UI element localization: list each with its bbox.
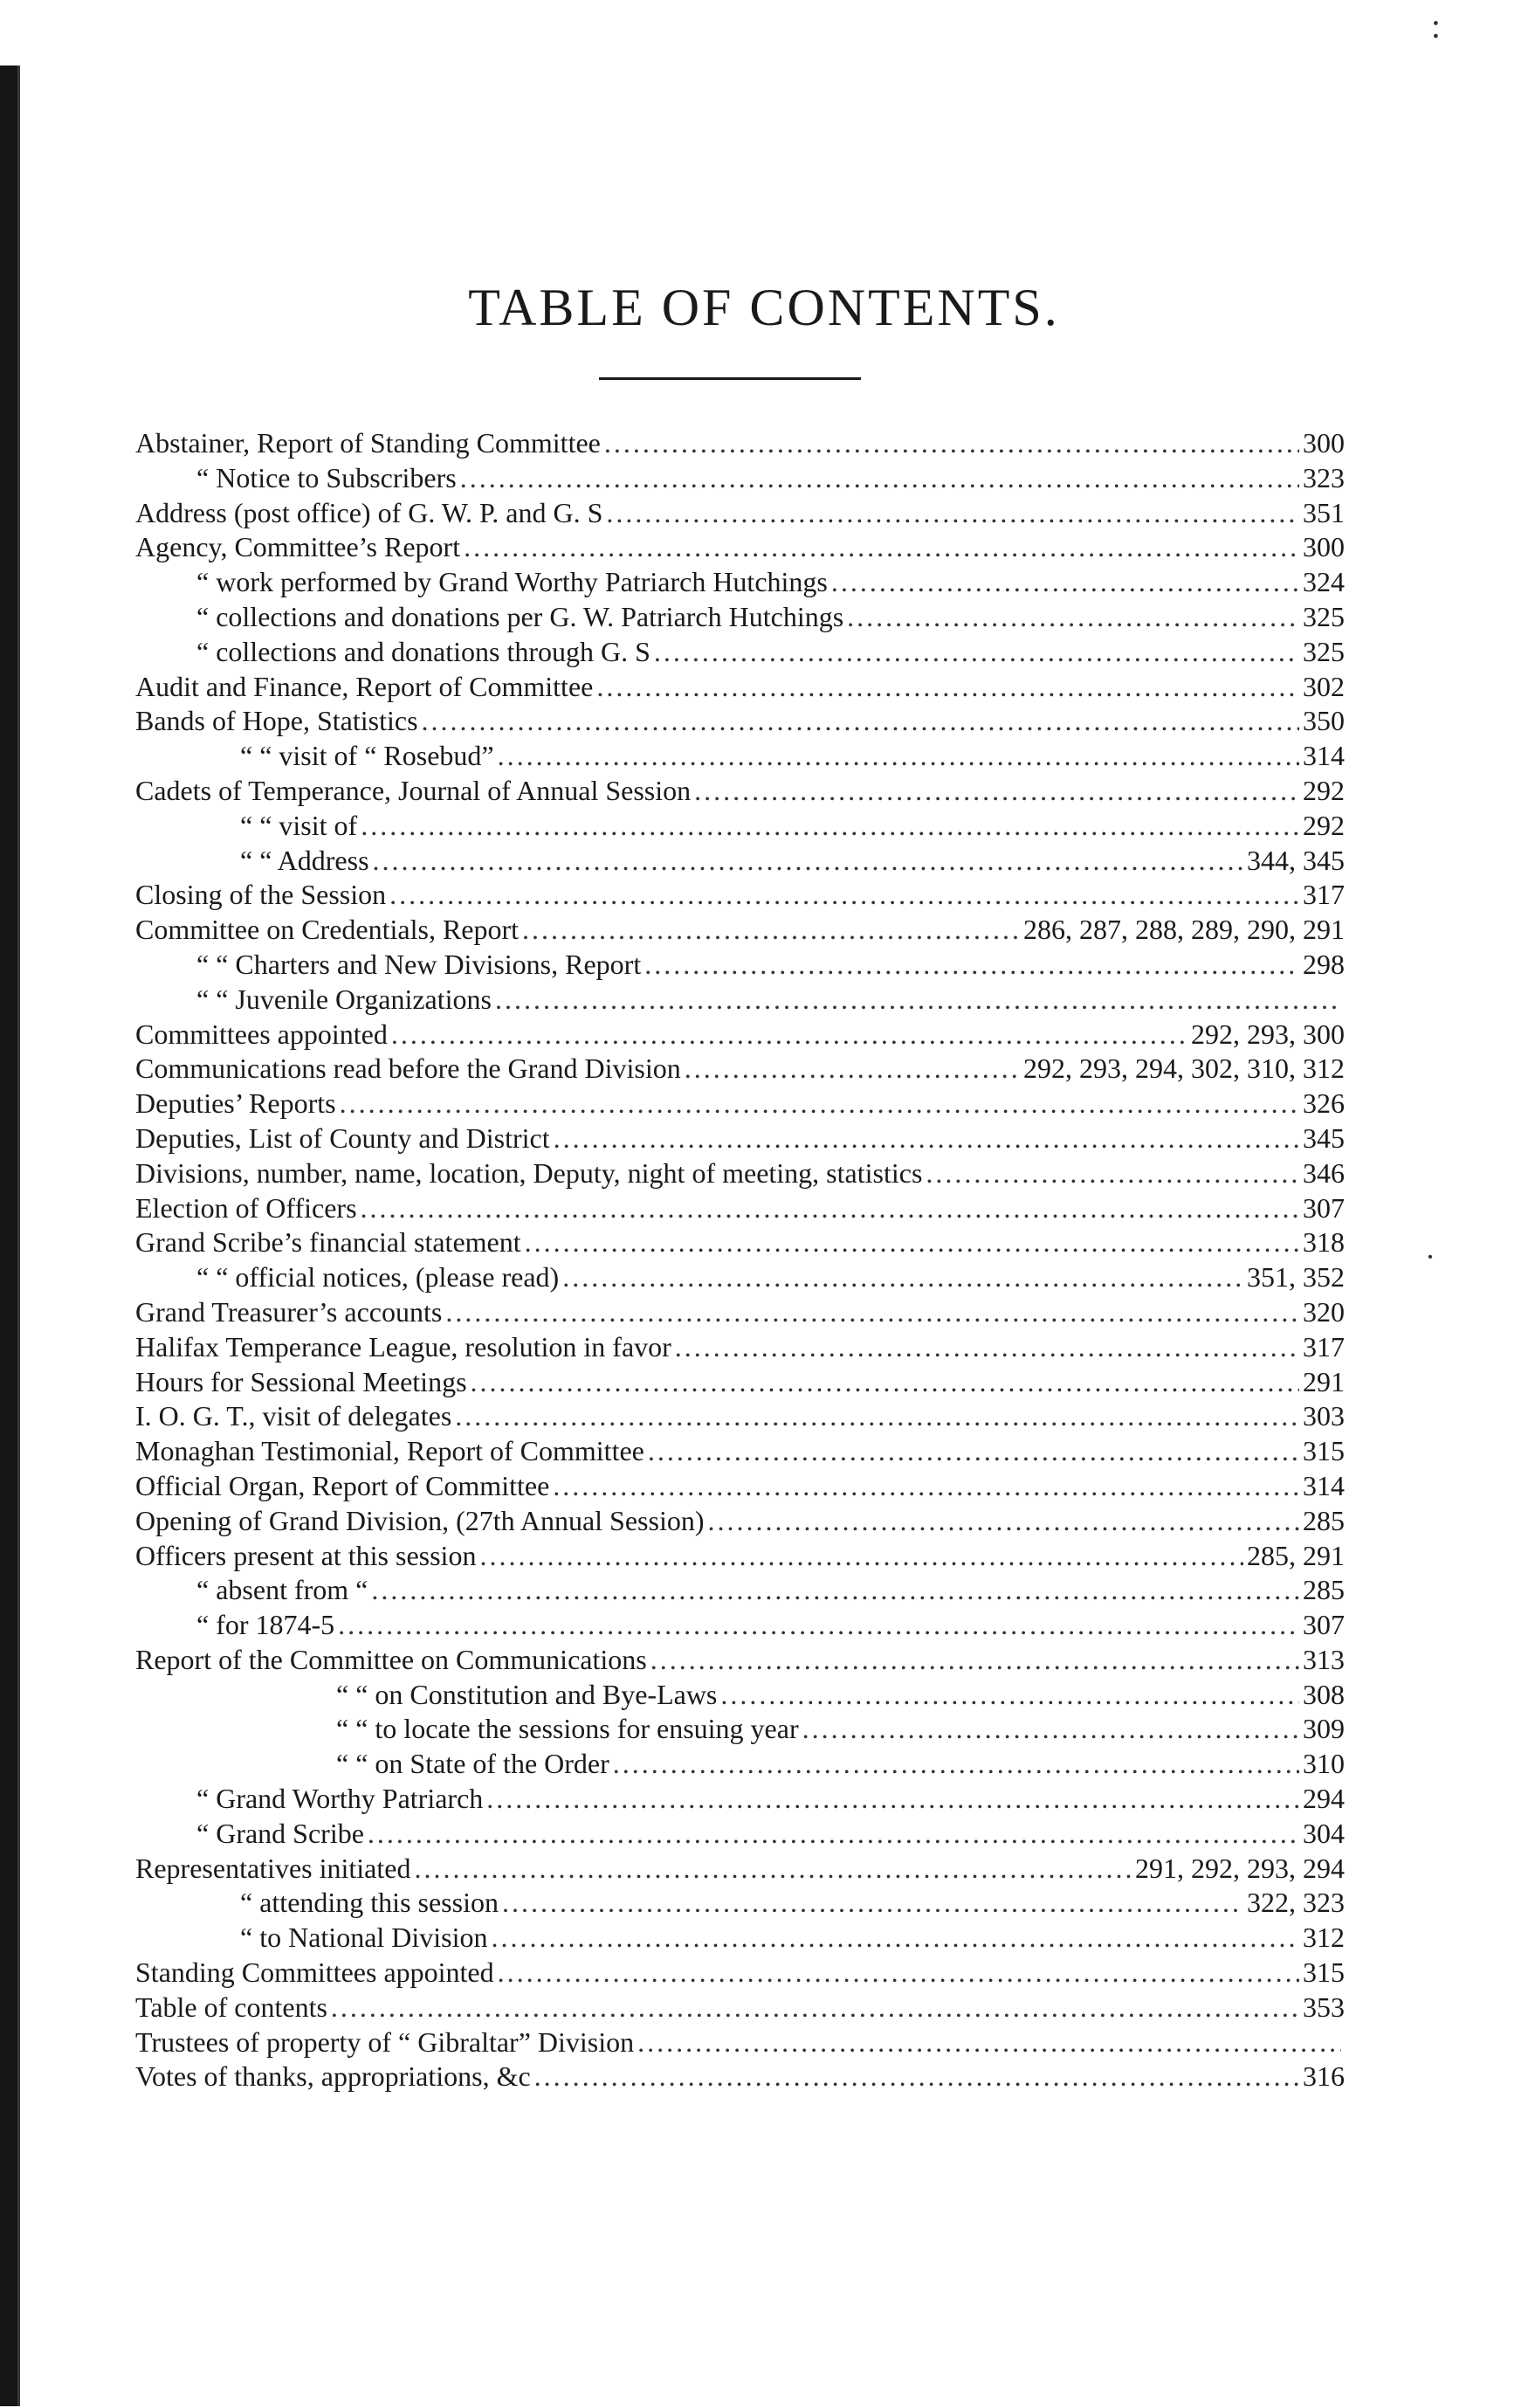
dot-leader (479, 1539, 1243, 1574)
toc-entry-label: Representatives initiated (135, 1852, 411, 1884)
toc-entry (135, 600, 1345, 635)
dot-leader (562, 1260, 1243, 1295)
toc-entry-pages: 285 (1303, 1574, 1345, 1606)
toc-entry-label: Grand Scribe’s financial statement (135, 1226, 521, 1259)
toc-entry (135, 1747, 1345, 1782)
toc-entry-label: “ “ Juvenile Organizations (196, 983, 492, 1015)
dot-leader (554, 1121, 1299, 1156)
dot-leader (361, 809, 1299, 844)
toc-entry-pages: 314 (1303, 740, 1345, 772)
toc-entry (135, 704, 1345, 739)
toc-entry-pages: 317 (1303, 879, 1345, 911)
toc-entry-label: “ work performed by Grand Worthy Patriarch Hutchings (196, 566, 828, 598)
toc-entry (135, 774, 1345, 809)
toc-entry-pages: 320 (1303, 1295, 1345, 1328)
toc-entry-pages: 285, 291 (1247, 1539, 1345, 1571)
toc-entry-label: “ “ Address (240, 844, 369, 876)
dot-leader (486, 1782, 1299, 1817)
toc-entry (135, 461, 1345, 496)
toc-entry-pages: 350 (1303, 705, 1345, 737)
toc-entry-pages: 286, 287, 288, 289, 290, 291 (1023, 914, 1345, 946)
toc-entry-pages: 304 (1303, 1817, 1345, 1849)
toc-entry-pages: 292 (1303, 809, 1345, 841)
dot-leader (675, 1330, 1299, 1365)
toc-entry-pages: 292 (1303, 774, 1345, 806)
toc-entry (135, 983, 1345, 1018)
toc-entry-label: Abstainer, Report of Standing Committee (135, 427, 601, 459)
toc-entry-pages: 323 (1303, 461, 1345, 493)
toc-entry-pages: 312 (1303, 1922, 1345, 1954)
dot-leader (637, 2025, 1341, 2060)
toc-entry-label: Hours for Sessional Meetings (135, 1365, 467, 1397)
dot-leader (455, 1399, 1299, 1434)
toc-entry-label: “ “ to locate the sessions for ensuing year (336, 1713, 799, 1745)
toc-entry (135, 878, 1345, 913)
toc-entry (135, 2025, 1345, 2060)
toc-entry (135, 1782, 1345, 1817)
toc-entry (135, 1817, 1345, 1852)
toc-entry (135, 670, 1345, 705)
toc-entry-label: Bands of Hope, Statistics (135, 705, 418, 737)
toc-entry-pages: 309 (1303, 1713, 1345, 1745)
toc-entry (135, 426, 1345, 461)
dot-leader (498, 1956, 1299, 1991)
toc-entry (135, 1399, 1345, 1434)
dot-leader (708, 1504, 1300, 1539)
dot-leader (604, 426, 1299, 461)
toc-entry (135, 1539, 1345, 1574)
toc-entry (135, 1260, 1345, 1295)
toc-entry-label: “ “ on State of the Order (336, 1748, 609, 1780)
toc-entry-pages: 318 (1303, 1226, 1345, 1259)
toc-entry-pages: 292, 293, 294, 302, 310, 312 (1023, 1052, 1345, 1085)
toc-entry-pages: 346 (1303, 1156, 1345, 1189)
corner-mark: : (1430, 6, 1441, 45)
dot-leader (720, 1678, 1299, 1713)
toc-entry-pages: 285 (1303, 1504, 1345, 1536)
toc-entry-label: “ “ visit of (240, 809, 358, 841)
toc-entry (135, 1573, 1345, 1608)
toc-entry-pages: 291 (1303, 1365, 1345, 1397)
toc-entry-label: “ “ on Constitution and Bye-Laws (336, 1678, 718, 1710)
toc-entry (135, 1225, 1345, 1260)
toc-entry-pages: 310 (1303, 1748, 1345, 1780)
toc-entry-pages: 324 (1303, 566, 1345, 598)
dot-leader (694, 774, 1299, 809)
toc-entry-label: Official Organ, Report of Committee (135, 1469, 550, 1501)
dot-leader (391, 1018, 1187, 1052)
toc-entry (135, 1121, 1345, 1156)
table-of-contents (135, 426, 1345, 2094)
toc-entry-label: Address (post office) of G. W. P. and G. S (135, 496, 603, 528)
toc-entry-label: Report of the Committee on Communications (135, 1643, 647, 1675)
toc-entry-label: Votes of thanks, appropriations, &c (135, 2060, 531, 2093)
dot-leader (389, 878, 1299, 913)
toc-entry (135, 948, 1345, 983)
toc-entry-label: Halifax Temperance League, resolution in favor (135, 1330, 671, 1363)
toc-entry-pages: 302 (1303, 670, 1345, 702)
toc-entry-label: Grand Treasurer’s accounts (135, 1295, 443, 1328)
toc-entry (135, 1678, 1345, 1713)
toc-entry-label: Communications read before the Grand Division (135, 1052, 681, 1085)
toc-entry-label: “ collections and donations through G. S (196, 635, 650, 667)
toc-entry (135, 1434, 1345, 1469)
toc-entry-label: “ collections and donations per G. W. Patriarch Hutchings (196, 600, 844, 632)
toc-entry-label: Committees appointed (135, 1018, 388, 1050)
toc-entry-pages: 291, 292, 293, 294 (1135, 1852, 1345, 1884)
toc-entry (135, 2060, 1345, 2094)
dot-leader (502, 1886, 1243, 1921)
dot-leader (831, 565, 1299, 600)
toc-entry-label: Monaghan Testimonial, Report of Committee (135, 1435, 644, 1467)
dot-leader (414, 1852, 1132, 1887)
dot-leader (606, 496, 1299, 531)
toc-entry-pages: 326 (1303, 1087, 1345, 1120)
dot-leader (847, 600, 1299, 635)
toc-entry-pages: 300 (1303, 531, 1345, 563)
book-spine-edge (0, 66, 20, 2406)
toc-entry-label: Officers present at this session (135, 1539, 477, 1571)
toc-entry-pages: 315 (1303, 1435, 1345, 1467)
toc-entry (135, 1504, 1345, 1539)
toc-entry (135, 739, 1345, 774)
dot-leader (371, 1573, 1299, 1608)
toc-entry (135, 1087, 1345, 1121)
toc-entry-pages: 344, 345 (1247, 844, 1345, 876)
margin-mark: · (1425, 1239, 1435, 1274)
toc-entry (135, 1852, 1345, 1887)
dot-leader (650, 1643, 1299, 1678)
toc-entry (135, 809, 1345, 844)
dot-leader (498, 739, 1299, 774)
toc-entry-pages: 315 (1303, 1956, 1345, 1989)
toc-entry-label: Committee on Credentials, Report (135, 914, 520, 946)
dot-leader (525, 1225, 1299, 1260)
toc-entry (135, 844, 1345, 879)
dot-leader (596, 670, 1299, 705)
dot-leader (471, 1365, 1299, 1400)
dot-leader (368, 1817, 1299, 1852)
toc-entry-label: Cadets of Temperance, Journal of Annual Session (135, 774, 692, 806)
dot-leader (553, 1469, 1299, 1504)
dot-leader (445, 1295, 1299, 1330)
toc-entry-pages: 292, 293, 300 (1191, 1018, 1345, 1050)
dot-leader (464, 530, 1299, 565)
toc-entry (135, 1956, 1345, 1991)
toc-entry-label: “ absent from “ (196, 1574, 368, 1606)
toc-entry-pages: 313 (1303, 1643, 1345, 1675)
toc-entry (135, 1365, 1345, 1400)
toc-entry-label: Opening of Grand Division, (27th Annual Session) (135, 1504, 705, 1536)
dot-leader (361, 1191, 1299, 1226)
dot-leader (534, 2060, 1299, 2094)
toc-entry (135, 1469, 1345, 1504)
toc-entry-pages: 314 (1303, 1469, 1345, 1501)
toc-entry-pages: 345 (1303, 1121, 1345, 1154)
toc-entry-label: “ for 1874-5 (196, 1609, 335, 1641)
toc-entry-label: Trustees of property of “ Gibraltar” Division (135, 2025, 635, 2058)
toc-entry-label: “ “ official notices, (please read) (196, 1261, 560, 1294)
toc-entry (135, 1052, 1345, 1087)
toc-entry-pages: 325 (1303, 600, 1345, 632)
toc-entry (135, 1643, 1345, 1678)
dot-leader (613, 1747, 1299, 1782)
toc-entry-label: Agency, Committee’s Report (135, 531, 461, 563)
toc-entry-pages: 325 (1303, 635, 1345, 667)
toc-entry-pages: 316 (1303, 2060, 1345, 2093)
dot-leader (926, 1156, 1299, 1191)
toc-entry (135, 1018, 1345, 1052)
toc-entry-pages: 351 (1303, 496, 1345, 528)
toc-entry-label: Divisions, number, name, location, Deputy, night of meeting, statistics (135, 1156, 923, 1189)
toc-entry (135, 1991, 1345, 2025)
dot-leader (495, 983, 1341, 1018)
toc-entry (135, 565, 1345, 600)
page-title: TABLE OF CONTENTS. (468, 279, 1060, 336)
toc-entry (135, 1156, 1345, 1191)
toc-entry-label: Election of Officers (135, 1191, 357, 1224)
toc-entry (135, 1608, 1345, 1643)
toc-entry-label: “ attending this session (240, 1887, 499, 1919)
toc-entry-pages: 300 (1303, 427, 1345, 459)
dot-leader (340, 1087, 1299, 1121)
toc-entry (135, 1921, 1345, 1956)
dot-leader (522, 913, 1020, 948)
toc-entry-pages: 307 (1303, 1191, 1345, 1224)
toc-entry-label: Deputies, List of County and District (135, 1121, 550, 1154)
dot-leader (648, 1434, 1299, 1469)
toc-entry-pages: 307 (1303, 1609, 1345, 1641)
toc-entry-label: Deputies’ Reports (135, 1087, 336, 1120)
toc-entry-label: Table of contents (135, 1991, 327, 2023)
dot-leader (644, 948, 1299, 983)
dot-leader (802, 1712, 1299, 1747)
toc-entry-label: “ Grand Scribe (196, 1817, 364, 1849)
toc-entry-pages: 298 (1303, 948, 1345, 980)
toc-entry-label: “ to National Division (240, 1922, 488, 1954)
toc-entry-pages: 308 (1303, 1678, 1345, 1710)
toc-entry-label: Standing Committees appointed (135, 1956, 494, 1989)
dot-leader (331, 1991, 1299, 2025)
toc-entry (135, 1886, 1345, 1921)
toc-entry-pages: 353 (1303, 1991, 1345, 2023)
toc-entry-label: Audit and Finance, Report of Committee (135, 670, 594, 702)
dot-leader (338, 1608, 1299, 1643)
dot-leader (492, 1921, 1299, 1956)
toc-entry (135, 635, 1345, 670)
toc-entry-pages: 351, 352 (1247, 1261, 1345, 1294)
toc-entry-label: “ Notice to Subscribers (196, 461, 457, 493)
dot-leader (422, 704, 1299, 739)
toc-entry-label: “ Grand Worthy Patriarch (196, 1783, 484, 1815)
toc-entry (135, 1712, 1345, 1747)
toc-entry-pages: 294 (1303, 1783, 1345, 1815)
dot-leader (685, 1052, 1020, 1087)
toc-entry-pages: 317 (1303, 1330, 1345, 1363)
toc-entry-label: “ “ Charters and New Divisions, Report (196, 948, 642, 980)
toc-entry-label: Closing of the Session (135, 879, 387, 911)
title-divider (599, 377, 861, 380)
toc-entry (135, 1191, 1345, 1226)
toc-entry (135, 913, 1345, 948)
toc-entry (135, 1330, 1345, 1365)
toc-entry-label: “ “ visit of “ Rosebud” (240, 740, 494, 772)
dot-leader (460, 461, 1299, 496)
dot-leader (373, 844, 1243, 879)
toc-entry-pages: 322, 323 (1247, 1887, 1345, 1919)
toc-entry-label: I. O. G. T., visit of delegates (135, 1400, 452, 1432)
toc-entry (135, 530, 1345, 565)
dot-leader (654, 635, 1299, 670)
toc-entry-pages: 303 (1303, 1400, 1345, 1432)
toc-entry (135, 496, 1345, 531)
toc-entry (135, 1295, 1345, 1330)
